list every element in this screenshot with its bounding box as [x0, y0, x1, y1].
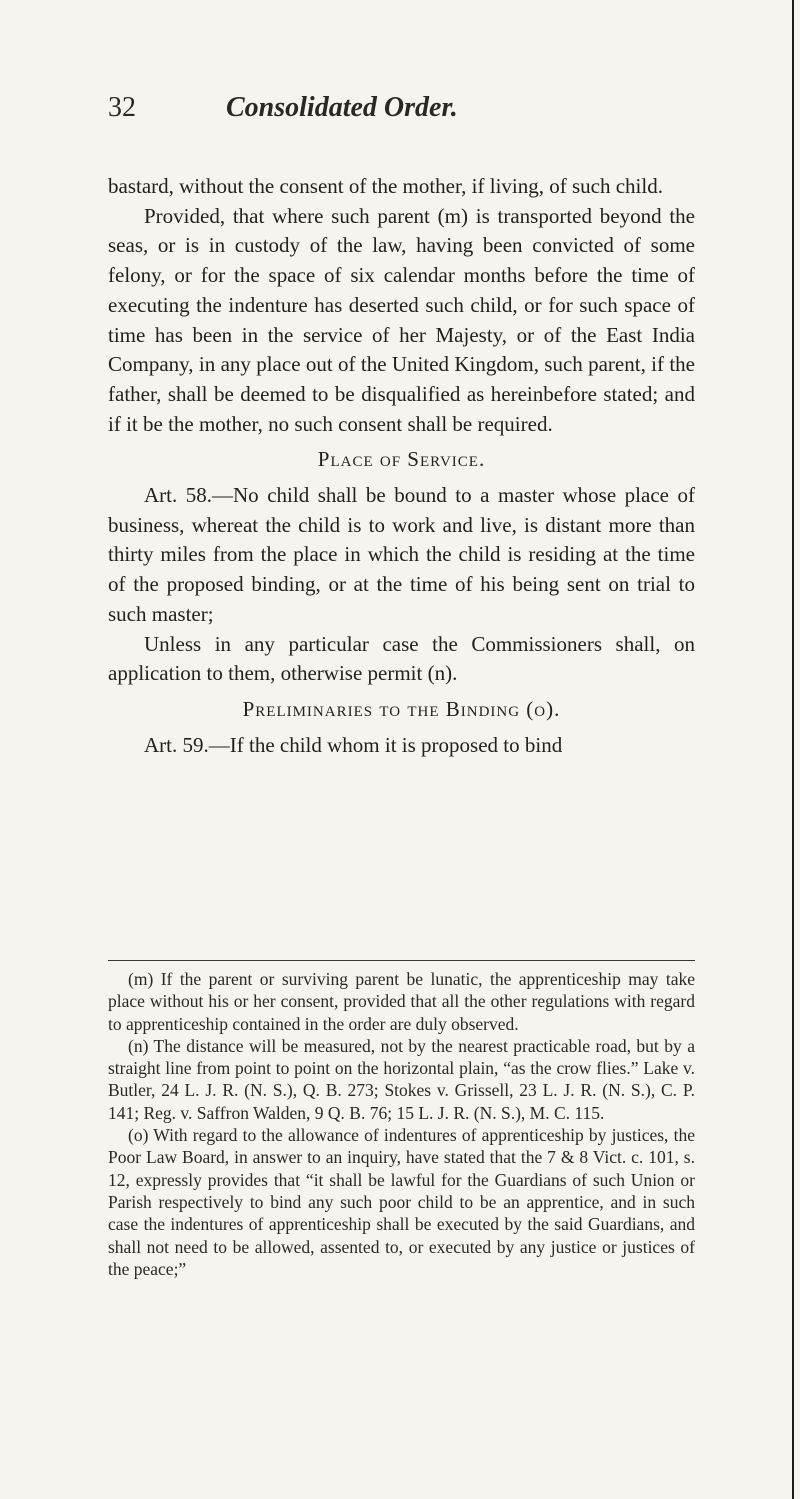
footnote-n: (n) The distance will be measured, not by the nearest practicable road, but by a straight line from point to point on the horizontal plain, “as the crow flies.” Lake v. Butler, 24 L. J. R. (N. S.), Q. B. 273; Stokes v. Grissell, 23 L. J. R. (N. S.), C. P. 141; Reg. v. Saffron Walden, 9 Q. B. 76; 15 L. J. R. (N. S.), M. C. 115.	[108, 1035, 695, 1123]
footnote-divider	[108, 960, 695, 961]
footnotes	[108, 968, 695, 1280]
running-title: Consolidated Order.	[226, 92, 458, 123]
body-text	[108, 172, 695, 760]
section-heading-preliminaries: Preliminaries to the Binding (o).	[242, 696, 561, 721]
footnote-m: (m) If the parent or surviving parent be lunatic, the apprenticeship may take place without his or her consent, provided that all the other regulations with regard to apprenticeship contained in the order are duly observed.	[108, 969, 695, 1034]
paragraph-proviso: Provided, that where such parent (m) is transported beyond the seas, or is in custody of the law, having been convicted of some felony, or for the space of six calendar months before the time of executing the indenture has deserted such child, or for such space of time has been in the service of her Majesty, or of the East India Company, in any place out of the United Kingdom, such parent, if the father, shall be deemed to be disqualified as hereinbefore stated; and if it be the mother, no such consent shall be required.	[108, 203, 695, 436]
paragraph-unless: Unless in any particular case the Commissioners shall, on application to them, otherwise permit (n).	[108, 631, 695, 686]
page-edge-line	[792, 0, 794, 1499]
paragraph-art-58: Art. 58.—No child shall be bound to a master whose place of business, whereat the child is to work and live, is distant more than thirty miles from the place in which the child is residing at the time of the proposed binding, or at the time of his being sent on trial to such master;	[108, 483, 695, 626]
paragraph-continuation: bastard, without the consent of the mother, if living, of such child.	[108, 174, 663, 198]
page-number: 32	[108, 92, 136, 123]
section-heading-place-of-service: Place of Service.	[317, 447, 486, 472]
page-header	[108, 92, 708, 132]
footnote-o: (o) With regard to the allowance of indentures of apprenticeship by justices, the Poor Law Board, in answer to an inquiry, have stated that the 7 & 8 Vict. c. 101, s. 12, expressly provides that “it shall be lawful for the Guardians of such Union or Parish respectively to bind any such poor child to be an apprentice, and in such case the indentures of apprenticeship shall be executed by the said Guardians, and shall not need to be allowed, assented to, or executed by any justice or justices of the peace;”	[108, 1125, 695, 1279]
paragraph-art-59: Art. 59.—If the child whom it is proposed to bind	[144, 732, 563, 757]
